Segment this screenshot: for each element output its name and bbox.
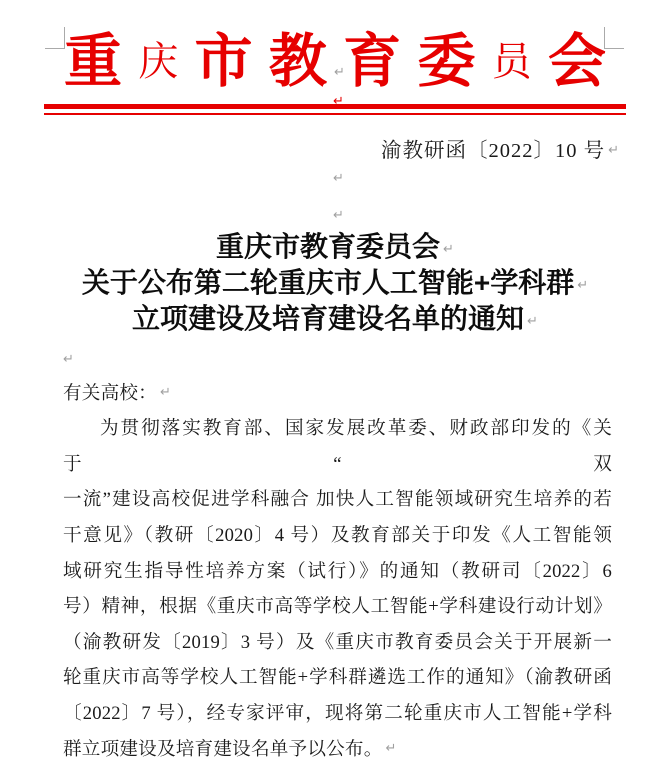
body-line — [63, 482, 612, 518]
paragraph-mark: ↵ — [334, 65, 345, 80]
body-line — [63, 411, 612, 482]
body-line — [63, 660, 612, 696]
text-boundary-mark-top-left — [45, 27, 65, 49]
body-line — [63, 589, 612, 625]
salutation — [63, 376, 612, 412]
letterhead-char: 庆 — [138, 40, 179, 84]
empty-paragraph — [63, 340, 612, 376]
paragraph-mark: ↵ — [159, 384, 172, 400]
paragraph-mark: ↵ — [333, 94, 344, 109]
letterhead-char: 委 — [417, 29, 476, 94]
paragraph-mark: ↵ — [577, 278, 589, 293]
letterhead-title — [64, 27, 606, 97]
body-line — [63, 696, 612, 732]
body-line-text: （渝教研发〔2019〕3 号）及《重庆市教育委员会关于开展新一 — [63, 631, 612, 653]
body-line-text: 〔2022〕7 号），经专家评审，现将第二轮重庆市人工智能+学科 — [63, 702, 612, 724]
paragraph-mark: ↵ — [385, 740, 397, 756]
document-number — [381, 133, 620, 163]
body-line-text: 群立项建设及培育建设名单予以公布。 — [63, 738, 383, 760]
body-line-text: 一流”建设高校促进学科融合 加快人工智能领域研究生培养的若 — [63, 489, 612, 511]
letterhead-char: 员 — [491, 40, 532, 84]
document-title — [0, 229, 670, 337]
document-title-text: 关于公布第二轮重庆市人工智能+学科群 — [81, 267, 575, 298]
body-line-text: 号）精神，根据《重庆市高等学校人工智能+学科建设行动计划》 — [63, 596, 612, 618]
paragraph-mark: ↵ — [443, 242, 454, 257]
paragraph-mark: ↵ — [333, 208, 344, 223]
paragraph-mark: ↵ — [63, 352, 75, 367]
document-number-text: 渝教研函〔2022〕10 号 — [380, 140, 606, 162]
body-line — [63, 518, 612, 554]
body-line-text: 域研究生指导性培养方案（试行）》的通知（教研司〔2022〕6 — [63, 560, 612, 582]
letterhead-char: 会 — [547, 29, 606, 94]
letterhead-char: 教 — [268, 29, 327, 94]
letterhead-char: 市 — [194, 29, 253, 94]
paragraph-mark: ↵ — [608, 143, 620, 158]
text-boundary-mark-top-right — [604, 27, 624, 49]
document-body — [63, 340, 612, 767]
body-line-text: 轮重庆市高等学校人工智能+学科群遴选工作的通知》（渝教研函 — [63, 667, 612, 689]
body-line-text: 为贯彻落实教育部、国家发展改革委、财政部印发的《关于“双 — [63, 418, 612, 475]
document-title-line — [0, 229, 670, 265]
paragraph-mark: ↵ — [527, 314, 538, 329]
document-title-text: 立项建设及培育建设名单的通知 — [132, 303, 525, 334]
document-title-line — [0, 265, 670, 301]
body-line — [63, 554, 612, 590]
body-paragraph — [63, 411, 612, 767]
letterhead-char: 重 — [64, 29, 123, 94]
letterhead-char: 育 — [343, 29, 402, 94]
document-title-text: 重庆市教育委员会 — [216, 231, 441, 262]
salutation-text: 有关高校： — [63, 382, 157, 404]
body-line — [63, 732, 612, 767]
body-line — [63, 625, 612, 661]
document-title-line — [0, 301, 670, 337]
paragraph-mark: ↵ — [333, 171, 344, 186]
body-line-text: 干意见》（教研〔2020〕4 号）及教育部关于印发《人工智能领 — [63, 524, 612, 546]
